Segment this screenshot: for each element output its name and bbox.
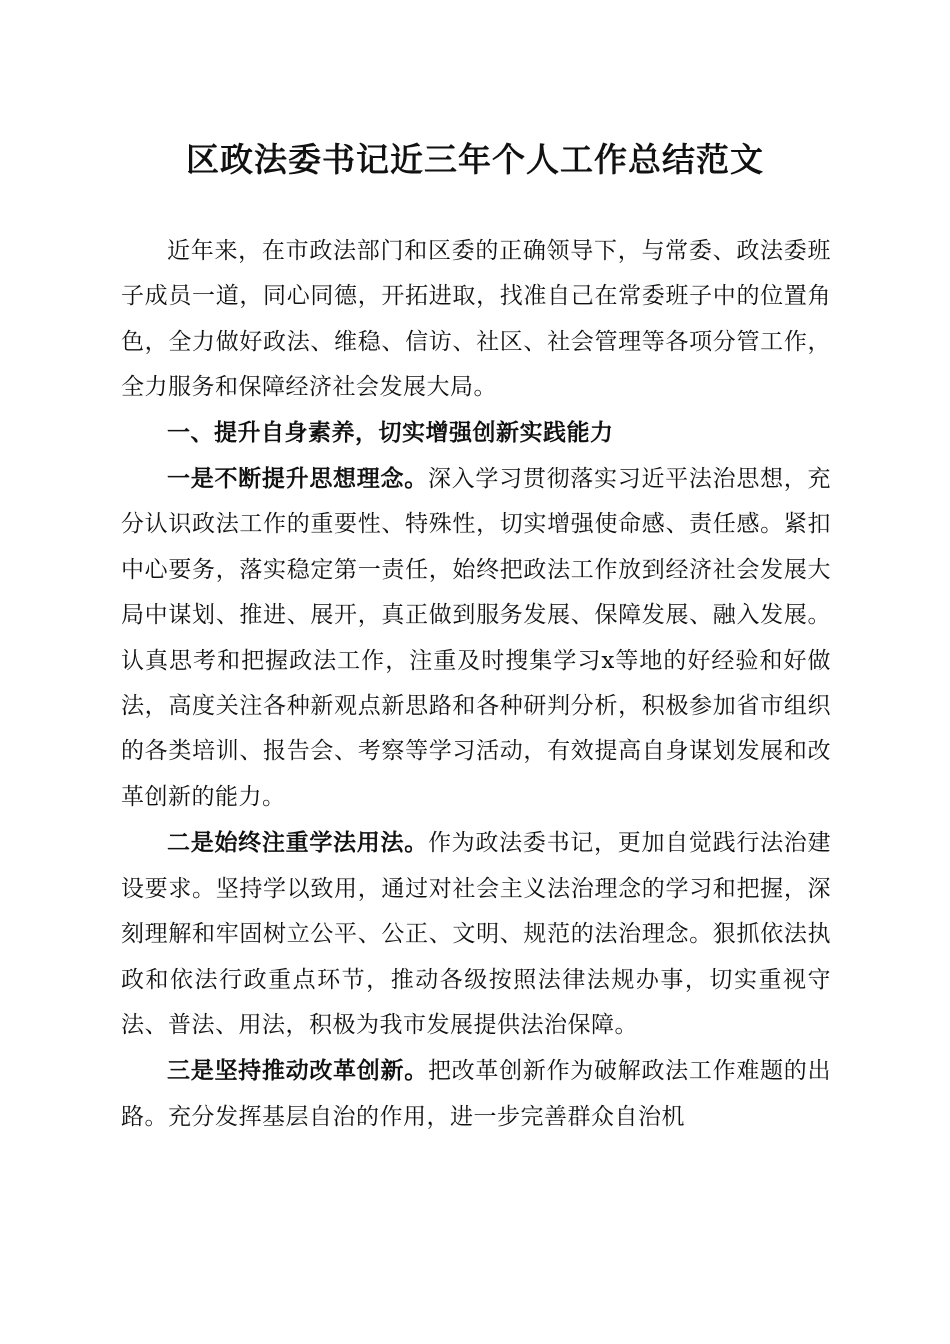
intro-paragraph: 近年来，在市政法部门和区委的正确领导下，与常委、政法委班子成员一道，同心同德，开拓进取，找准自己在常委班子中的位置角色，全力做好政法、维稳、信访、社区、社会管理等各项分管工作，全力服务和保障经济社会发展大局。: [121, 238, 831, 401]
paragraph-3: [121, 1048, 831, 1140]
paragraph-2: [121, 820, 831, 1048]
section-heading: 一、提升自身素养，切实增强创新实践能力: [167, 419, 614, 446]
document-body: [121, 229, 831, 1140]
paragraph-3-body: 把改革创新作为破解政法工作难题的出路。充分发挥基层自治的作用，进一步完善群众自治机: [121, 1058, 832, 1130]
document-title: 区政法委书记近三年个人工作总结范文: [186, 140, 764, 179]
paragraph-3-lead: 三是坚持推动改革创新。: [167, 1057, 428, 1085]
paragraph-2-body: 作为政法委书记，更加自觉践行法治建设要求。坚持学以致用，通过对社会主义法治理念的学习和把握，深刻理解和牢固树立公平、公正、文明、规范的法治理念。狠抓依法执政和依法行政重点环节，推动各级按照法律法规办事，切实重视守法、普法、用法，积极为我市发展提供法治保障。: [121, 830, 832, 1038]
paragraph-1: [121, 456, 831, 820]
paragraph-1-body: 深入学习贯彻落实习近平法治思想，充分认识政法工作的重要性、特殊性，切实增强使命感、责任感。紧扣中心要务，落实稳定第一责任，始终把政法工作放到经济社会发展大局中谋划、推进、展开，真正做到服务发展、保障发展、融入发展。认真思考和把握政法工作，注重及时搜集学习x等地的好经验和好做法，高度关注各种新观点新思路和各种研判分析，积极参加省市组织的各类培训、报告会、考察等学习活动，有效提高自身谋划发展和改革创新的能力。: [121, 466, 832, 810]
paragraph-1-lead: 一是不断提升思想理念。: [167, 465, 428, 493]
paragraph-2-lead: 二是始终注重学法用法。: [167, 829, 428, 857]
